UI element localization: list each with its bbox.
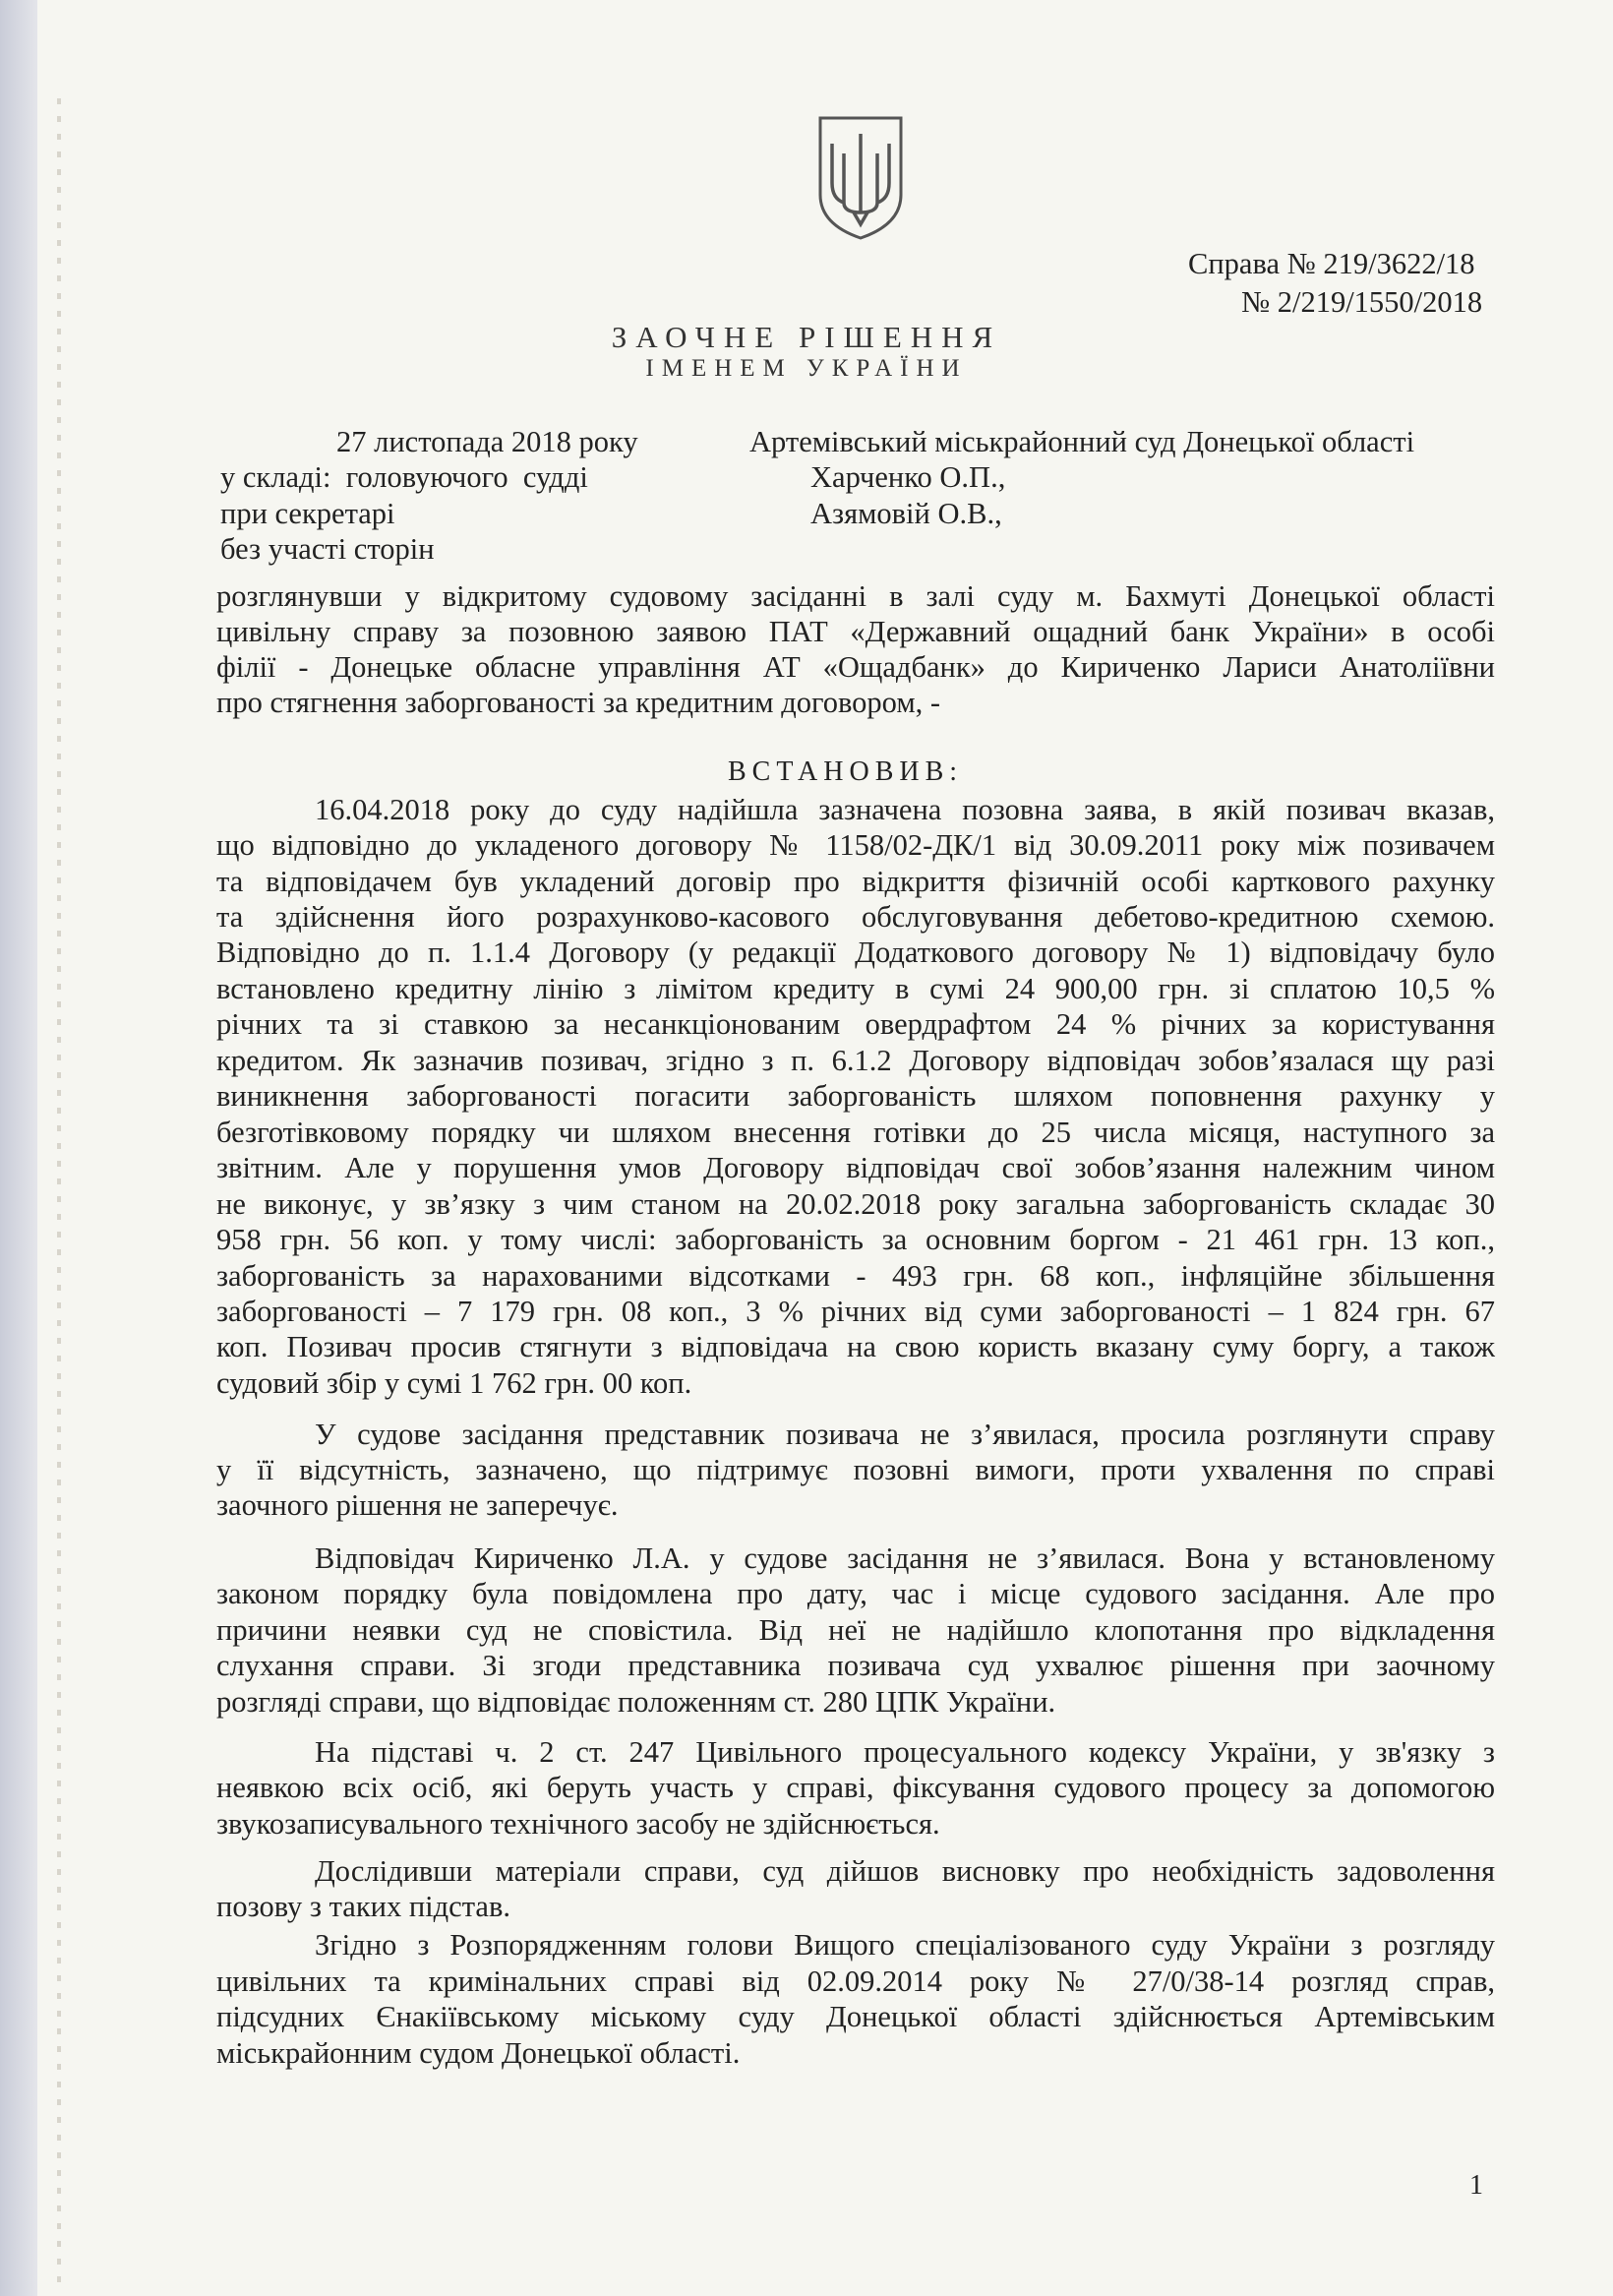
text-line: У судове засідання представник позивача не з’явилася, просила розглянути справу (315, 1418, 1495, 1451)
trident-coat-of-arms-icon (814, 114, 907, 242)
text-line: розгляді справи, що відповідає положенням ст. 280 ЦПК України. (216, 1685, 1056, 1719)
binding-thread (57, 98, 61, 2292)
text-line: та відповідачем був укладений договір про відкриття фізичній особі карткового рахунку (216, 865, 1495, 898)
text-line: слухання справи. Зі згоди представника позивача суд ухвалює рішення при заочному (216, 1649, 1495, 1682)
text-line: заборгованості – 7 179 грн. 08 коп., 3 % річних від суми заборгованості – 1 824 грн. 67 (216, 1295, 1495, 1328)
considered-line: цивільну справу за позовною заявою ПАТ «Державний ощадний банк України» в особі (216, 615, 1495, 648)
considered-line: про стягнення заборгованості за кредитним договором, - (216, 686, 941, 719)
document-title: ЗАОЧНЕ РІШЕННЯ (611, 320, 1002, 354)
text-line: у її відсутність, зазначено, що підтримує позовні вимоги, проти ухвалення по справі (216, 1453, 1495, 1486)
text-line: заборгованість за нарахованими відсотками - 493 грн. 68 коп., інфляційне збільшення (216, 1259, 1495, 1293)
text-line: виникнення заборгованості погасити заборгованість шляхом поповнення рахунку у (216, 1079, 1495, 1113)
text-line: судовий збір у сумі 1 762 грн. 00 коп. (216, 1366, 692, 1400)
text-line: причини неявки суд не сповістила. Від неї не надійшло клопотання про відкладення (216, 1613, 1495, 1647)
text-line: звітним. Але у порушення умов Договору відповідач свої зобов’язання належним чином (216, 1151, 1495, 1184)
text-line: Відповідно до п. 1.1.4 Договору (у редакції Додаткового договору № 1) відповідачу було (216, 936, 1495, 969)
secretary-label: при секретарі (220, 497, 395, 530)
text-line: законом порядку була повідомлена про дату, час і місце судового засідання. Але про (216, 1577, 1495, 1610)
case-number: Справа № 219/3622/18 (1188, 247, 1475, 280)
text-line: цивільних та кримінальних справі від 02.09.2014 року № 27/0/38-14 розгляд справ, (216, 1964, 1495, 1998)
text-line: кредитом. Як зазначив позивач, згідно з п. 6.1.2 Договору відповідач зобов’язалася щу разі (216, 1044, 1495, 1077)
text-line: 958 грн. 56 коп. у тому числі: заборгованість за основним боргом - 21 461 грн. 13 коп., (216, 1223, 1495, 1256)
text-line: безготівковому порядку чи шляхом внесення готівки до 25 числа місяця, наступного за (216, 1116, 1495, 1149)
proceeding-number: № 2/219/1550/2018 (1241, 285, 1483, 319)
parties-note: без участі сторін (220, 532, 435, 566)
court-name: Артемівський міськрайонний суд Донецької області (749, 425, 1415, 458)
text-line: позову з таких підстав. (216, 1890, 510, 1923)
text-line: та здійснення його розрахунково-касового обслуговування дебетово-кредитною схемою. (216, 900, 1495, 934)
secretary-name: Азямовій О.В., (810, 497, 1002, 530)
text-line: 16.04.2018 року до суду надійшла зазначена позовна заява, в якій позивач вказав, (315, 793, 1495, 826)
established-heading: ВСТАНОВИВ: (728, 756, 964, 787)
text-line: Дослідивши матеріали справи, суд дійшов висновку про необхідність задоволення (315, 1854, 1495, 1888)
judge-name: Харченко О.П., (810, 460, 1006, 494)
text-line: неявкою всіх осіб, які беруть участь у справі, фіксування судового процесу за допомогою (216, 1771, 1495, 1804)
text-line: підсудних Єнакіївському міському суду Донецької області здійснюється Артемівським (216, 2000, 1495, 2033)
composition-label: у складі: головуючого судді (220, 460, 588, 494)
text-line: На підставі ч. 2 ст. 247 Цивільного процесуального кодексу України, у зв'язку з (315, 1735, 1495, 1769)
considered-line: філії - Донецьке обласне управління АТ «Ощадбанк» до Кириченко Лариси Анатоліївни (216, 650, 1495, 684)
text-line: міськрайонним судом Донецької області. (216, 2036, 741, 2070)
text-line: річних та зі ставкою за несанкціонованим овердрафтом 24 % річних за користування (216, 1007, 1495, 1041)
document-subtitle: ІМЕНЕМ УКРАЇНИ (645, 355, 968, 382)
text-line: заочного рішення не заперечує. (216, 1488, 619, 1522)
text-line: що відповідно до укладеного договору № 1158/02-ДК/1 від 30.09.2011 року між позивачем (216, 828, 1495, 862)
text-line: не виконує, у зв’язку з чим станом на 20.02.2018 року загальна заборгованість складає 30 (216, 1187, 1495, 1221)
decision-date: 27 листопада 2018 року (336, 425, 638, 458)
text-line: Відповідач Кириченко Л.А. у судове засідання не з’явилася. Вона у встановленому (315, 1541, 1495, 1575)
considered-line: розглянувши у відкритому судовому засіданні в залі суду м. Бахмуті Донецької області (216, 579, 1495, 613)
text-line: Згідно з Розпорядженням голови Вищого спеціалізованого суду України з розгляду (315, 1928, 1495, 1962)
text-line: коп. Позивач просив стягнути з відповідача на свою користь вказану суму боргу, а також (216, 1330, 1495, 1363)
text-line: звукозаписувального технічного засобу не здійснюється. (216, 1807, 940, 1841)
page-number: 1 (1469, 2170, 1483, 2201)
text-line: встановлено кредитну лінію з лімітом кредиту в сумі 24 900,00 грн. зі сплатою 10,5 % (216, 972, 1495, 1005)
